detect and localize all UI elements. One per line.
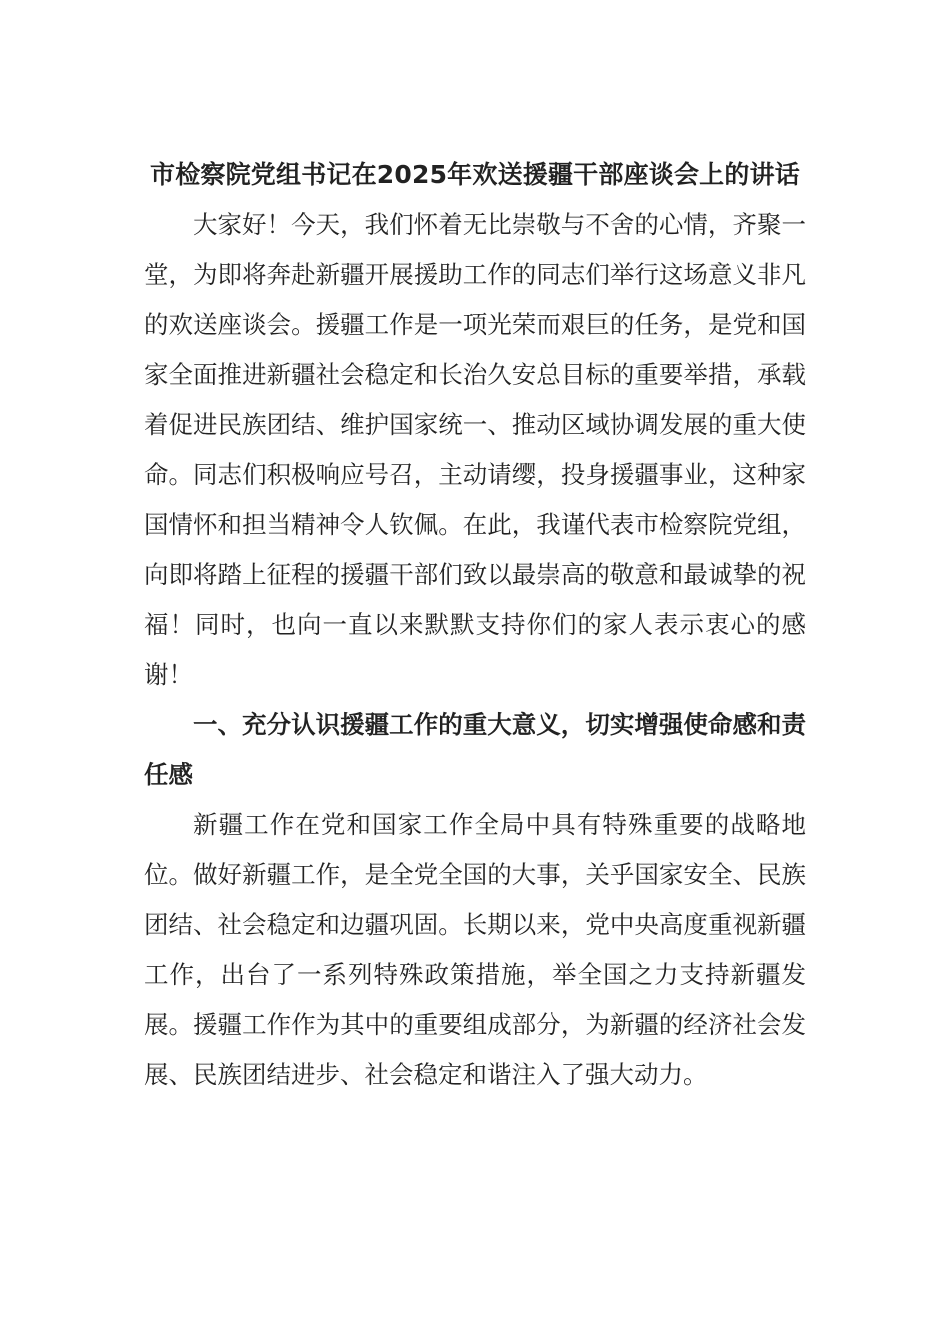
section-1-paragraph: 新疆工作在党和国家工作全局中具有特殊重要的战略地位。做好新疆工作，是全党全国的大事，关乎国家安全、民族团结、社会稳定和边疆巩固。长期以来，党中央高度重视新疆工作，出台了一系列特殊政策措施，举全国之力支持新疆发展。援疆工作作为其中的重要组成部分，为新疆的经济社会发展、民族团结进步、社会稳定和谐注入了强大动力。 bbox=[144, 810, 806, 1089]
document-body bbox=[144, 150, 806, 1100]
opening-paragraph: 大家好！今天，我们怀着无比崇敬与不舍的心情，齐聚一堂，为即将奔赴新疆开展援助工作的同志们举行这场意义非凡的欢送座谈会。援疆工作是一项光荣而艰巨的任务，是党和国家全面推进新疆社会稳定和长治久安总目标的重要举措，承载着促进民族团结、维护国家统一、推动区域协调发展的重大使命。同志们积极响应号召，主动请缨，投身援疆事业，这种家国情怀和担当精神令人钦佩。在此，我谨代表市检察院党组，向即将踏上征程的援疆干部们致以最崇高的敬意和最诚挚的祝福！同时，也向一直以来默默支持你们的家人表示衷心的感谢！ bbox=[144, 210, 806, 689]
document-title: 市检察院党组书记在2025年欢送援疆干部座谈会上的讲话 bbox=[150, 160, 800, 189]
section-heading-1: 一、充分认识援疆工作的重大意义，切实增强使命感和责任感 bbox=[144, 710, 806, 789]
